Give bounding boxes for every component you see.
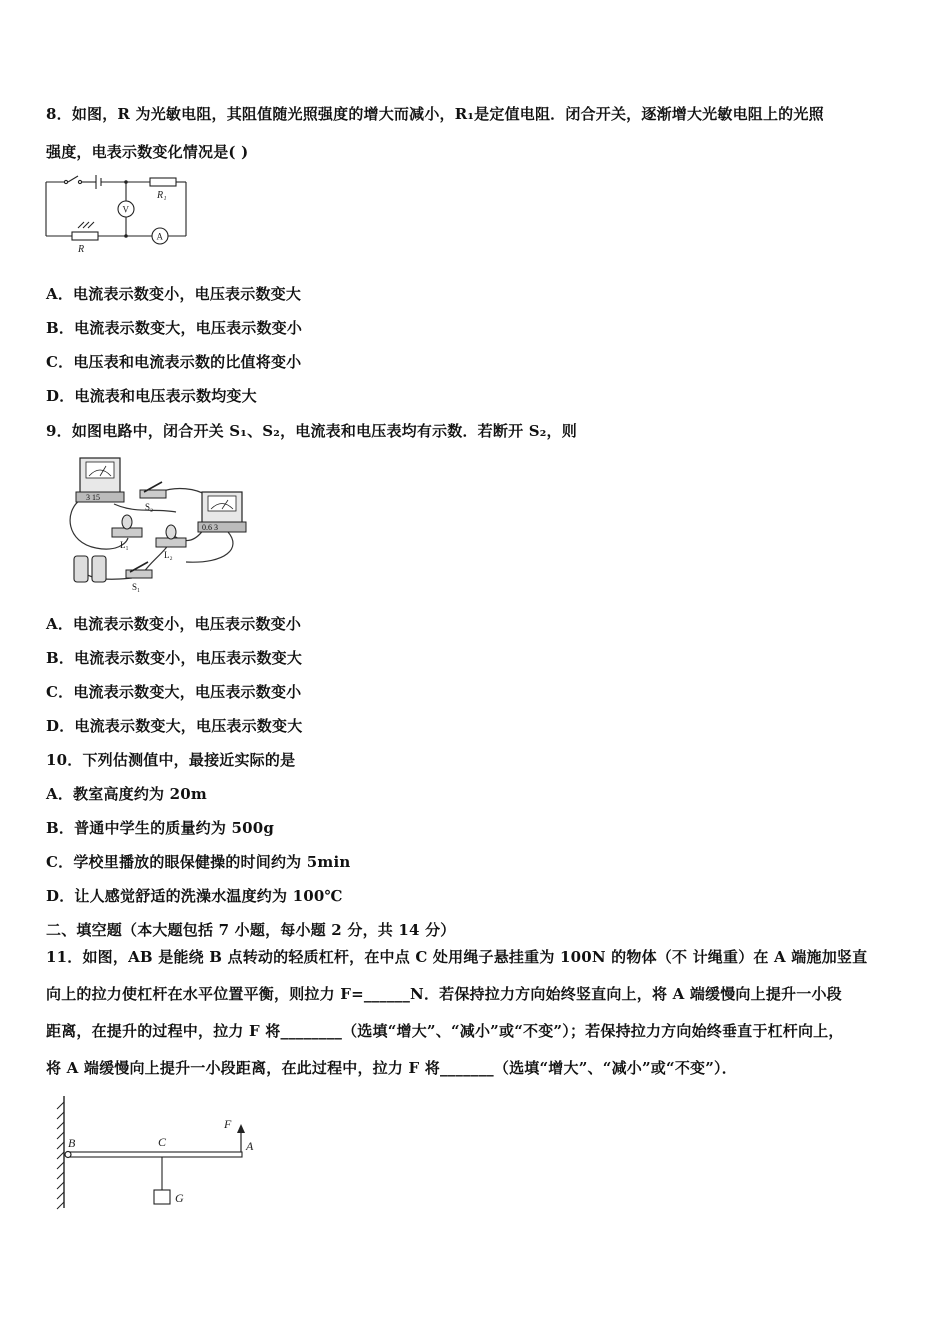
q9-voltmeter-scale: 3 15 [86, 493, 100, 502]
q8-stem-line2: 强度，电表示数变化情况是( ) [46, 143, 249, 161]
section-heading: 二、填空题（本大题包括 7 小题，每小题 2 分，共 14 分） [46, 921, 456, 939]
q11-stem-line2: 向上的拉力使杠杆在水平位置平衡，则拉力 F=______N．若保持拉力方向始终竖直向上，将 A 端缓慢向上提升一小段 [46, 985, 842, 1003]
q9-switch-s2 [140, 482, 166, 512]
q8-option-d: D．电流表和电压表示数均变大 [46, 387, 257, 405]
q8-label-r: R [78, 244, 85, 255]
q10-option-a: A．教室高度约为 20m [46, 785, 208, 803]
q8-stem-line1: 8．如图，R 为光敏电阻，其阻值随光照强度的增大而减小，R₁是定值电阻．闭合开关，逐渐增大光敏电阻上的光照 [46, 105, 824, 123]
q9-option-b: B．电流表示数变小，电压表示数变大 [46, 649, 303, 667]
q9-bulb-l1 [112, 515, 142, 550]
q9-ammeter-scale: 0.6 3 [202, 523, 218, 532]
q10-stem: 10．下列估测值中，最接近实际的是 [46, 751, 296, 769]
q9-ammeter [198, 492, 246, 532]
q11-stem-line3: 距离，在提升的过程中，拉力 F 将________（选填“增大”、“减小”或“不变”）；若保持拉力方向始终垂直于杠杆向上， [46, 1022, 844, 1040]
q10-option-c: C．学校里播放的眼保健操的时间约为 5min [46, 853, 351, 871]
q9-option-d: D．电流表示数变大，电压表示数变大 [46, 717, 303, 735]
q9-option-a: A．电流表示数变小，电压表示数变小 [46, 615, 302, 633]
q11-stem-line4: 将 A 端缓慢向上提升一小段距离，在此过程中，拉力 F 将_______（选填“增大”、“减小”或“不变”）． [46, 1059, 737, 1077]
q9-option-c: C．电流表示数变大，电压表示数变小 [46, 683, 302, 701]
q8-label-r1: R₁ [157, 190, 167, 201]
q8-option-c: C．电压表和电流表示数的比值将变小 [46, 353, 302, 371]
q8-option-b: B．电流表示数变大，电压表示数变小 [46, 319, 303, 337]
q11-stem-line1: 11．如图，AB 是能绕 B 点转动的轻质杠杆，在中点 C 处用绳子悬挂重为 100N 的物体（不 计绳重）在 A 端施加竖直 [46, 948, 868, 966]
q9-label-s2: S₂ [145, 502, 154, 512]
q10-option-d: D．让人感觉舒适的洗澡水温度约为 100℃ [46, 887, 343, 905]
q8-option-a: A．电流表示数变小，电压表示数变大 [46, 285, 302, 303]
q11-label-a: A [246, 1139, 254, 1153]
q11-label-f: F [224, 1117, 232, 1131]
q8-voltmeter-symbol: V [122, 204, 129, 215]
q10-option-b: B．普通中学生的质量约为 500g [46, 819, 275, 837]
q9-label-l1: L₁ [120, 540, 129, 550]
q11-label-c: C [158, 1135, 167, 1149]
q11-label-b: B [68, 1136, 76, 1150]
q11-force-arrow-icon [237, 1124, 245, 1133]
q9-label-l2: L₂ [164, 550, 173, 560]
q9-label-s1: S₁ [132, 582, 141, 592]
q11-label-g: G [175, 1191, 184, 1205]
q11-lever-diagram [52, 1092, 272, 1212]
q8-circuit-diagram [40, 166, 200, 256]
q9-voltmeter [76, 458, 124, 502]
q9-circuit-photo [56, 452, 256, 596]
q9-stem: 9．如图电路中，闭合开关 S₁、S₂，电流表和电压表均有示数．若断开 S₂，则 [46, 422, 577, 440]
q9-batteries [74, 556, 106, 582]
q8-ammeter-symbol: A [156, 231, 163, 242]
